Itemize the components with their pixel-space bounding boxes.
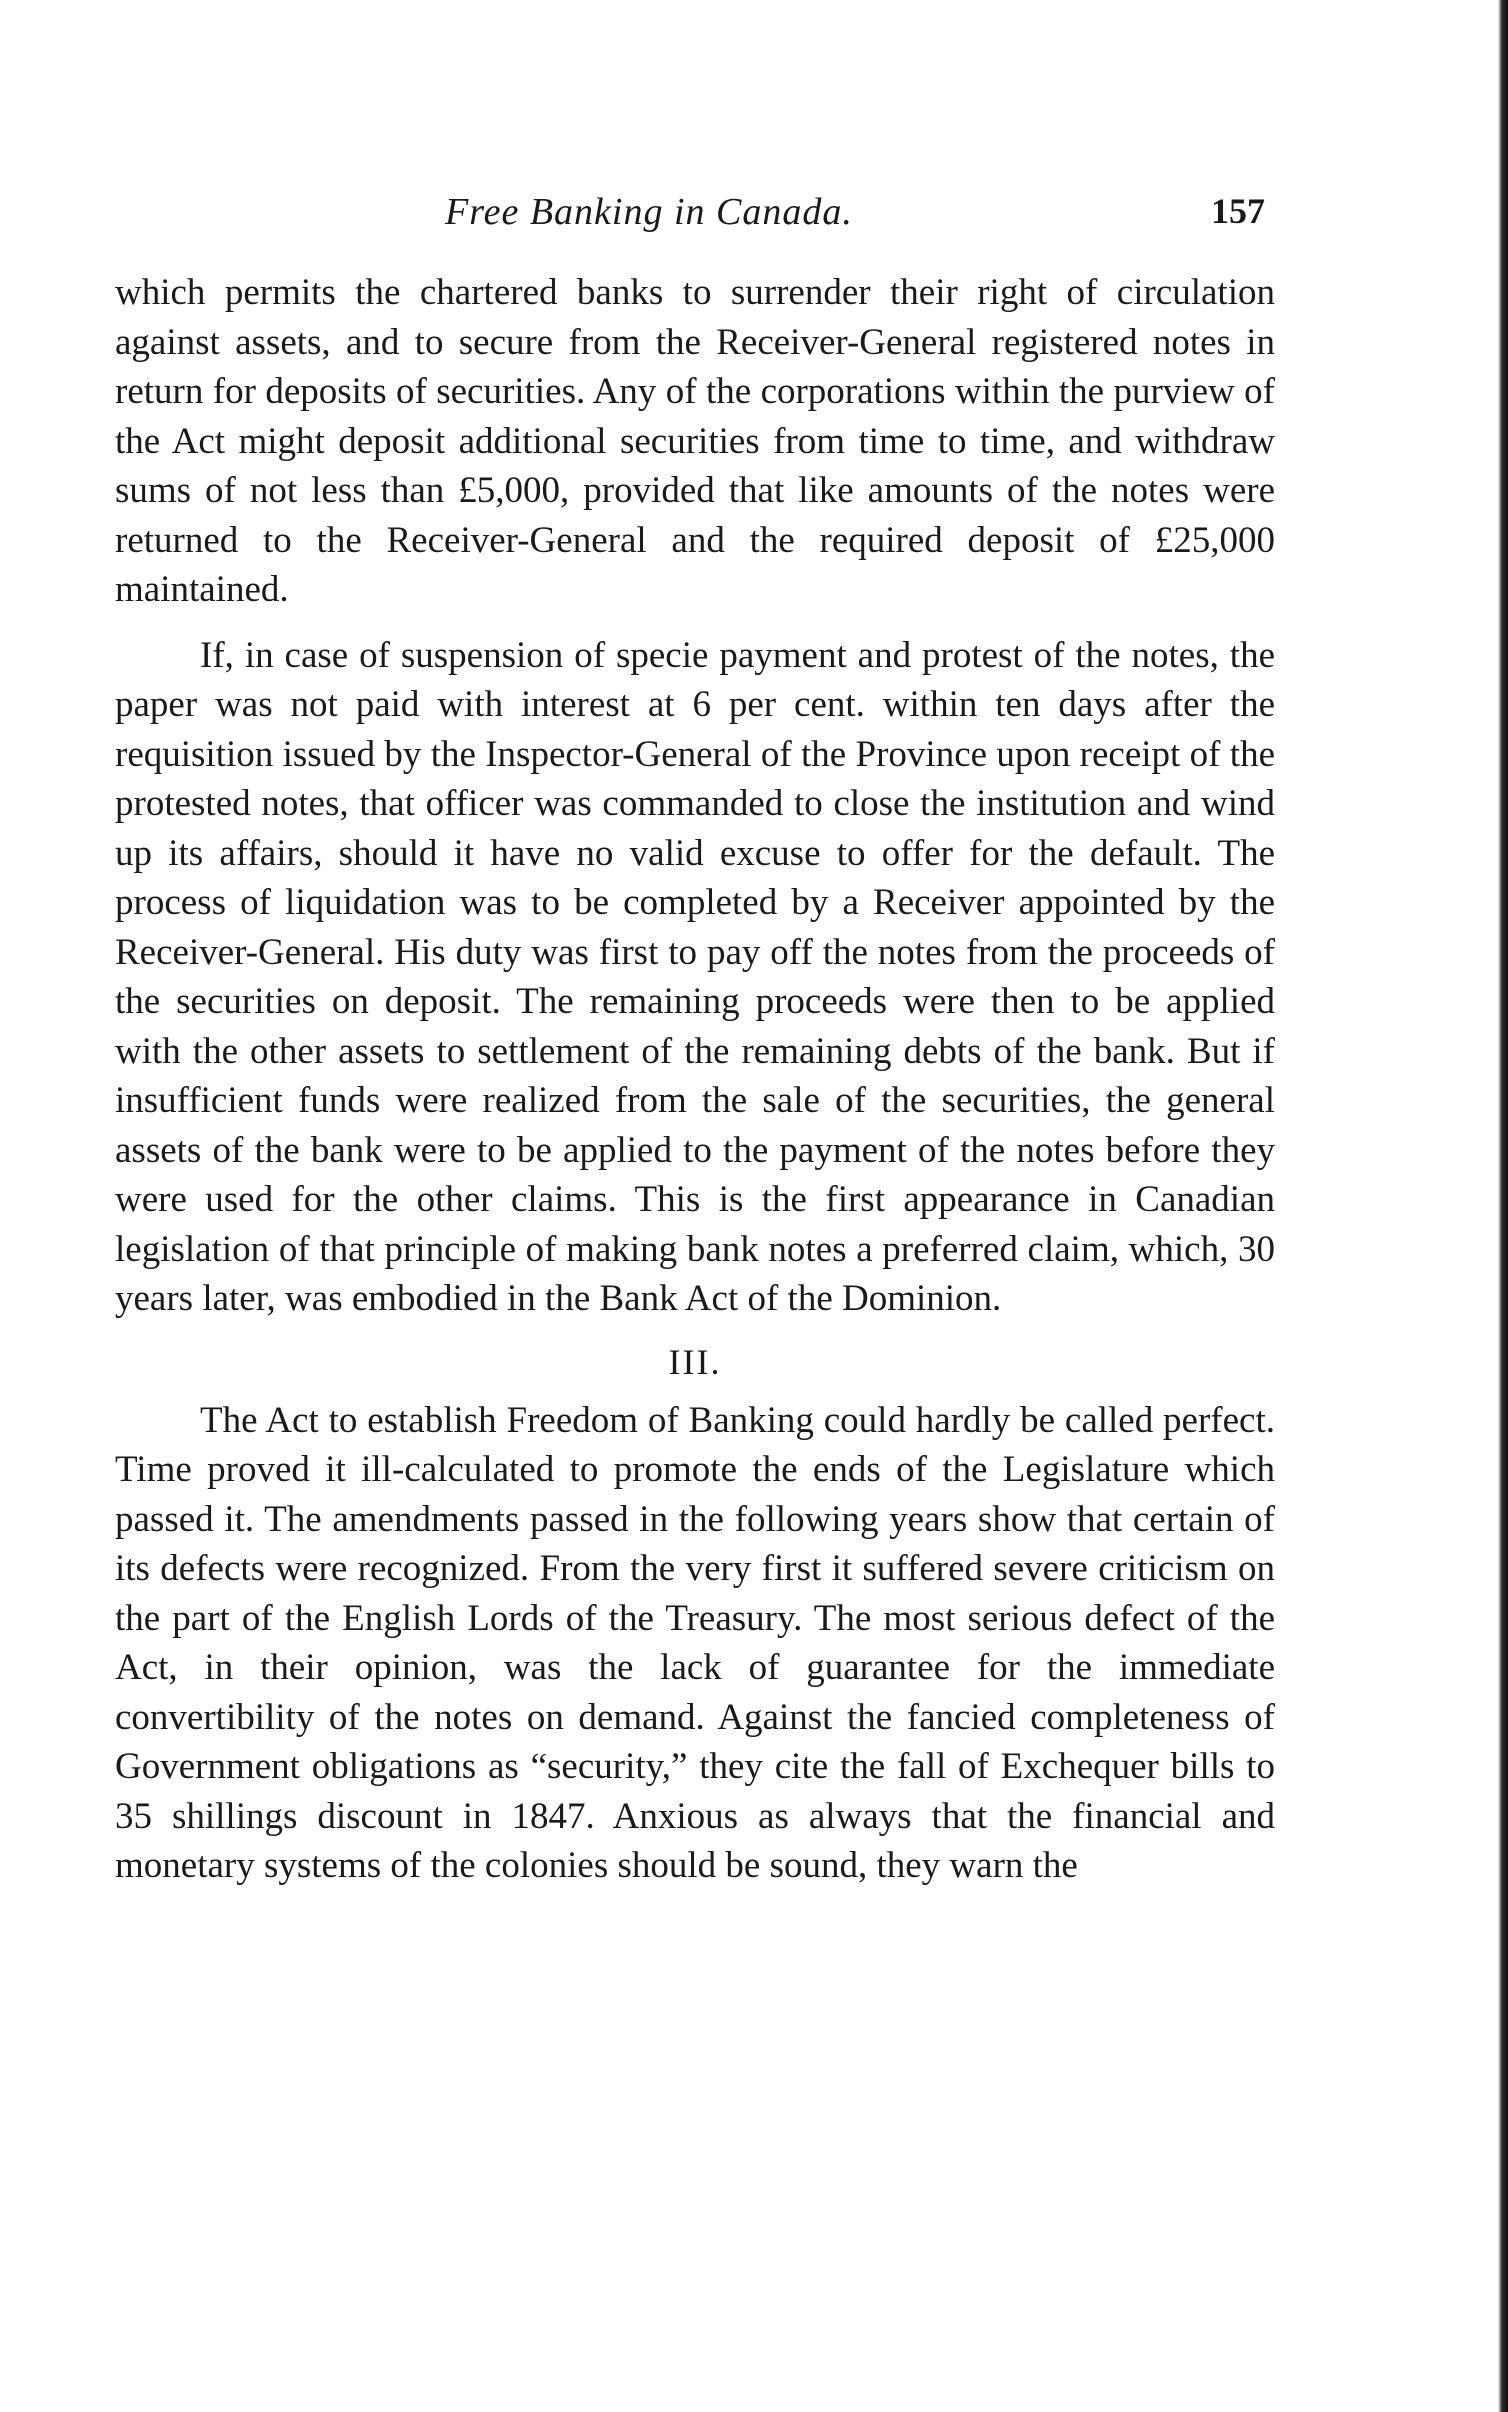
page-header (115, 190, 1265, 240)
page-edge (1498, 0, 1508, 2412)
running-title: Free Banking in Canada. (445, 191, 853, 233)
page-number: 157 (1211, 191, 1265, 231)
body-text (115, 268, 1275, 1891)
paragraph-liquidation: If, in case of suspension of specie payment and protest of the notes, the paper was not paid with interest at 6 per cent. within ten days after the requisition issued by the Inspector-General of the Province upon receipt of the protested notes, that officer was commanded to close the institution and wind up its affairs, should it have no valid excuse to offer for the default. The process of liquidation was to be completed by a Receiver appointed by the Receiver-General. His duty was first to pay off the notes from the proceeds of the securities on deposit. The remaining proceeds were then to be applied with the other assets to settlement of the remaining debts of the bank. But if insufficient funds were realized from the sale of the securities, the general assets of the bank were to be applied to the payment of the notes before they were used for the other claims. This is the first appearance in Canadian legislation of that principle of making bank notes a preferred claim, which, 30 years later, was embodied in the Bank Act of the Dominion. (115, 634, 1275, 1319)
paragraph-continued: which permits the chartered banks to surrender their right of circulation against assets, and to secure from the Receiver-General registered notes in return for deposits of securities. Any of the corporations within the purview of the Act might deposit additional securities from time to time, and withdraw sums of not less than £5,000, provided that like amounts of the notes were returned to the Receiver-General and the required deposit of £25,000 maintained. (115, 272, 1275, 610)
paragraph-freedom-of-banking: The Act to establish Freedom of Banking could hardly be called perfect. Time proved it ill-calculated to promote the ends of the Legislature which passed it. The amendments passed in the following years show that certain of its defects were recognized. From the very first it suffered severe criticism on the part of the English Lords of the Treasury. The most serious defect of the Act, in their opinion, was the lack of guarantee for the immediate convertibility of the notes on demand. Against the fancied completeness of Government obligations as “security,” they cite the fall of Exchequer bills to 35 shillings discount in 1847. Anxious as always that the financial and monetary systems of the colonies should be sound, they warn the (115, 1399, 1275, 1886)
section-heading: III. (668, 1341, 722, 1382)
